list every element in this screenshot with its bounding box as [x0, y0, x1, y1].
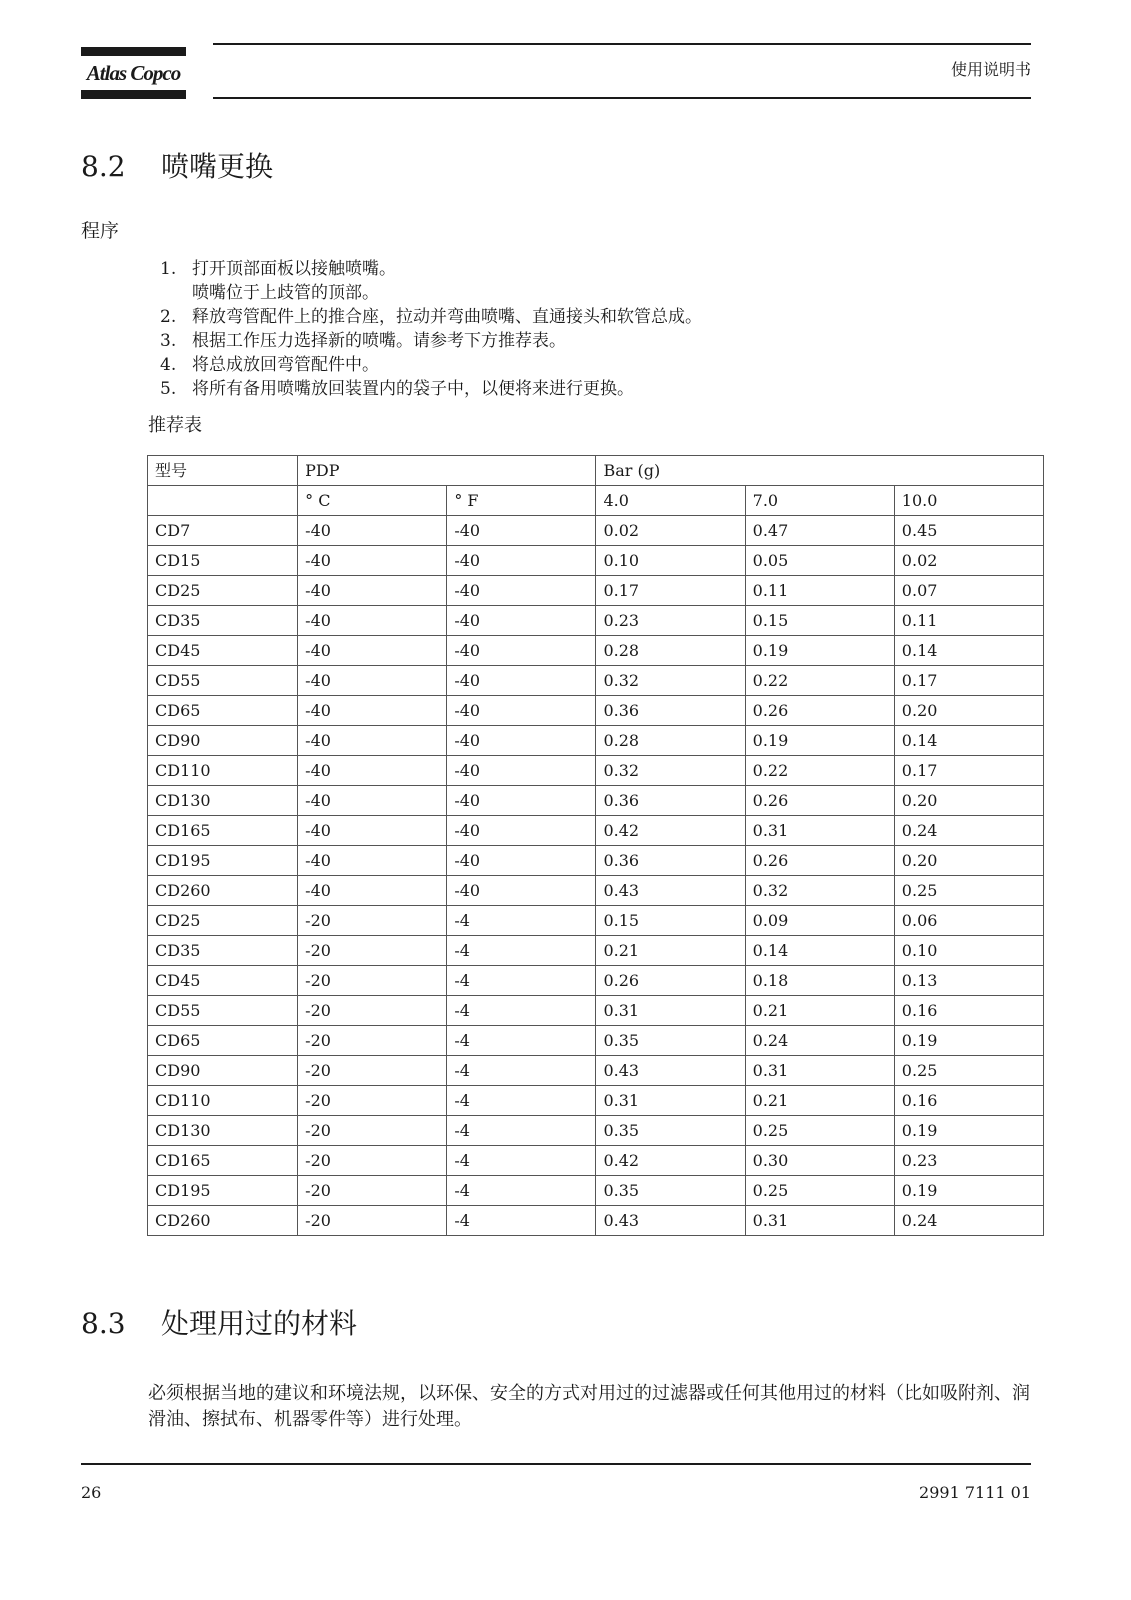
cell-bar-4: 0.31 — [596, 1086, 745, 1116]
cell-pdp-f: -40 — [447, 786, 596, 816]
header-pressure-7: 7.0 — [745, 486, 894, 516]
cell-bar-4: 0.35 — [596, 1176, 745, 1206]
cell-bar-4: 0.28 — [596, 636, 745, 666]
cell-pdp-f: -4 — [447, 966, 596, 996]
step-number: 1. — [160, 259, 177, 279]
cell-pdp-f: -40 — [447, 606, 596, 636]
logo-top-bar — [81, 47, 186, 56]
cell-bar-4: 0.42 — [596, 816, 745, 846]
cell-pdp-c: -20 — [298, 1206, 447, 1236]
cell-bar-4: 0.32 — [596, 756, 745, 786]
cell-bar-7: 0.25 — [745, 1116, 894, 1146]
cell-model: CD110 — [148, 756, 298, 786]
cell-bar-7: 0.26 — [745, 786, 894, 816]
step-item — [160, 329, 702, 353]
cell-bar-10: 0.02 — [894, 546, 1043, 576]
cell-model: CD90 — [148, 726, 298, 756]
cell-pdp-c: -20 — [298, 1146, 447, 1176]
cell-bar-10: 0.06 — [894, 906, 1043, 936]
cell-pdp-c: -20 — [298, 1116, 447, 1146]
cell-bar-4: 0.17 — [596, 576, 745, 606]
step-number: 3. — [160, 331, 177, 351]
cell-model: CD130 — [148, 1116, 298, 1146]
cell-pdp-f: -40 — [447, 636, 596, 666]
cell-pdp-c: -40 — [298, 726, 447, 756]
cell-model: CD165 — [148, 1146, 298, 1176]
header-pdp: PDP — [298, 456, 596, 486]
cell-pdp-f: -4 — [447, 1086, 596, 1116]
cell-pdp-c: -40 — [298, 816, 447, 846]
cell-bar-7: 0.15 — [745, 606, 894, 636]
logo-wordmark: Atlas Copco — [86, 61, 181, 85]
cell-bar-10: 0.24 — [894, 1206, 1043, 1236]
cell-model: CD90 — [148, 1056, 298, 1086]
cell-bar-10: 0.16 — [894, 996, 1043, 1026]
cell-pdp-c: -20 — [298, 996, 447, 1026]
step-item — [160, 377, 702, 401]
table-row — [148, 996, 1044, 1026]
disposal-paragraph: 必须根据当地的建议和环境法规，以环保、安全的方式对用过的过滤器或任何其他用过的材料（比如吸附剂、润滑油、擦拭布、机器零件等）进行处理。 — [148, 1383, 1030, 1430]
cell-bar-4: 0.32 — [596, 666, 745, 696]
section-number: 8.2 — [81, 150, 126, 183]
cell-model: CD7 — [148, 516, 298, 546]
step-item — [160, 257, 702, 305]
table-header-row — [148, 456, 1044, 486]
cell-pdp-c: -20 — [298, 936, 447, 966]
cell-bar-7: 0.11 — [745, 576, 894, 606]
cell-pdp-f: -40 — [447, 726, 596, 756]
table-row — [148, 936, 1044, 966]
logo-bottom-bar — [81, 90, 186, 99]
table-row — [148, 756, 1044, 786]
table-row — [148, 726, 1044, 756]
table-row — [148, 1026, 1044, 1056]
cell-model: CD45 — [148, 966, 298, 996]
cell-pdp-f: -40 — [447, 546, 596, 576]
cell-pdp-f: -4 — [447, 1176, 596, 1206]
cell-bar-7: 0.22 — [745, 756, 894, 786]
cell-bar-7: 0.30 — [745, 1146, 894, 1176]
cell-bar-4: 0.43 — [596, 1056, 745, 1086]
cell-bar-7: 0.25 — [745, 1176, 894, 1206]
cell-pdp-f: -4 — [447, 1026, 596, 1056]
cell-bar-4: 0.36 — [596, 696, 745, 726]
header-pressure-4: 4.0 — [596, 486, 745, 516]
cell-bar-4: 0.35 — [596, 1116, 745, 1146]
cell-bar-10: 0.24 — [894, 816, 1043, 846]
table-caption: 推荐表 — [148, 415, 202, 436]
cell-pdp-c: -40 — [298, 546, 447, 576]
cell-pdp-c: -40 — [298, 786, 447, 816]
cell-bar-10: 0.20 — [894, 846, 1043, 876]
cell-bar-4: 0.28 — [596, 726, 745, 756]
table-row — [148, 1176, 1044, 1206]
section-title: 处理用过的材料 — [161, 1307, 358, 1340]
cell-bar-4: 0.43 — [596, 1206, 745, 1236]
cell-pdp-f: -40 — [447, 816, 596, 846]
cell-model: CD25 — [148, 576, 298, 606]
cell-bar-10: 0.20 — [894, 696, 1043, 726]
cell-pdp-f: -4 — [447, 906, 596, 936]
cell-model: CD260 — [148, 1206, 298, 1236]
footer-rule — [81, 1463, 1031, 1465]
section-number: 8.3 — [81, 1307, 126, 1340]
table-row — [148, 636, 1044, 666]
cell-bar-7: 0.14 — [745, 936, 894, 966]
cell-bar-10: 0.11 — [894, 606, 1043, 636]
step-number: 2. — [160, 307, 177, 327]
step-text: 释放弯管配件上的推合座，拉动并弯曲喷嘴、直通接头和软管总成。 — [192, 307, 702, 327]
section-heading-8-2 — [81, 150, 273, 184]
step-text: 打开顶部面板以接触喷嘴。 — [192, 259, 396, 279]
page-number: 26 — [81, 1483, 102, 1502]
table-subheader-row — [148, 486, 1044, 516]
procedure-steps — [160, 257, 702, 401]
cell-pdp-c: -40 — [298, 666, 447, 696]
cell-bar-10: 0.17 — [894, 756, 1043, 786]
cell-model: CD55 — [148, 996, 298, 1026]
cell-pdp-c: -40 — [298, 576, 447, 606]
cell-pdp-c: -40 — [298, 756, 447, 786]
table-row — [148, 966, 1044, 996]
cell-bar-10: 0.16 — [894, 1086, 1043, 1116]
cell-bar-7: 0.24 — [745, 1026, 894, 1056]
step-text: 将所有备用喷嘴放回装置内的袋子中，以便将来进行更换。 — [192, 379, 634, 399]
table-row — [148, 666, 1044, 696]
cell-pdp-f: -40 — [447, 576, 596, 606]
cell-pdp-c: -20 — [298, 1026, 447, 1056]
step-number: 5. — [160, 379, 177, 399]
document-number: 2991 7111 01 — [919, 1483, 1031, 1502]
step-item — [160, 353, 702, 377]
cell-pdp-c: -20 — [298, 906, 447, 936]
cell-bar-10: 0.17 — [894, 666, 1043, 696]
table-row — [148, 876, 1044, 906]
table-row — [148, 846, 1044, 876]
cell-bar-7: 0.22 — [745, 666, 894, 696]
cell-model: CD110 — [148, 1086, 298, 1116]
cell-model: CD260 — [148, 876, 298, 906]
table-row — [148, 576, 1044, 606]
header-model: 型号 — [148, 456, 298, 486]
cell-pdp-c: -40 — [298, 516, 447, 546]
cell-model: CD45 — [148, 636, 298, 666]
cell-bar-4: 0.21 — [596, 936, 745, 966]
cell-bar-7: 0.09 — [745, 906, 894, 936]
cell-bar-10: 0.25 — [894, 876, 1043, 906]
cell-pdp-f: -4 — [447, 1146, 596, 1176]
table-row — [148, 606, 1044, 636]
cell-bar-4: 0.15 — [596, 906, 745, 936]
header-rule-bottom — [213, 97, 1031, 99]
cell-bar-7: 0.31 — [745, 816, 894, 846]
table-row — [148, 1086, 1044, 1116]
cell-bar-10: 0.23 — [894, 1146, 1043, 1176]
cell-bar-7: 0.19 — [745, 726, 894, 756]
procedure-heading: 程序 — [81, 220, 120, 242]
header-rule-top — [213, 43, 1031, 45]
cell-bar-10: 0.25 — [894, 1056, 1043, 1086]
cell-model: CD25 — [148, 906, 298, 936]
table-row — [148, 696, 1044, 726]
cell-bar-10: 0.13 — [894, 966, 1043, 996]
step-text: 根据工作压力选择新的喷嘴。请参考下方推荐表。 — [192, 331, 566, 351]
cell-bar-10: 0.14 — [894, 726, 1043, 756]
cell-pdp-c: -40 — [298, 846, 447, 876]
table-row — [148, 546, 1044, 576]
section-title: 喷嘴更换 — [161, 150, 274, 183]
section-heading-8-3 — [81, 1307, 357, 1341]
atlas-copco-logo — [81, 47, 186, 99]
cell-bar-7: 0.26 — [745, 696, 894, 726]
cell-bar-7: 0.18 — [745, 966, 894, 996]
cell-bar-4: 0.35 — [596, 1026, 745, 1056]
cell-model: CD165 — [148, 816, 298, 846]
cell-pdp-f: -40 — [447, 876, 596, 906]
cell-pdp-c: -20 — [298, 966, 447, 996]
cell-bar-7: 0.32 — [745, 876, 894, 906]
cell-bar-4: 0.23 — [596, 606, 745, 636]
cell-bar-10: 0.19 — [894, 1116, 1043, 1146]
table-row — [148, 786, 1044, 816]
cell-pdp-c: -40 — [298, 876, 447, 906]
cell-pdp-f: -40 — [447, 756, 596, 786]
header-fahrenheit: ° F — [447, 486, 596, 516]
cell-pdp-f: -40 — [447, 696, 596, 726]
cell-bar-10: 0.10 — [894, 936, 1043, 966]
cell-bar-7: 0.47 — [745, 516, 894, 546]
table-row — [148, 1056, 1044, 1086]
table-row — [148, 1116, 1044, 1146]
header-empty — [148, 486, 298, 516]
step-subtext: 喷嘴位于上歧管的顶部。 — [192, 283, 379, 303]
cell-pdp-f: -40 — [447, 516, 596, 546]
cell-model: CD15 — [148, 546, 298, 576]
step-number: 4. — [160, 355, 177, 375]
table-row — [148, 906, 1044, 936]
cell-bar-4: 0.36 — [596, 846, 745, 876]
cell-bar-4: 0.36 — [596, 786, 745, 816]
cell-bar-7: 0.21 — [745, 1086, 894, 1116]
cell-bar-4: 0.31 — [596, 996, 745, 1026]
cell-model: CD35 — [148, 936, 298, 966]
cell-pdp-f: -4 — [447, 1206, 596, 1236]
cell-pdp-c: -20 — [298, 1086, 447, 1116]
cell-bar-10: 0.07 — [894, 576, 1043, 606]
recommendation-table — [147, 455, 1044, 1236]
cell-pdp-f: -4 — [447, 1056, 596, 1086]
step-item — [160, 305, 702, 329]
cell-bar-7: 0.31 — [745, 1206, 894, 1236]
cell-model: CD65 — [148, 1026, 298, 1056]
cell-bar-4: 0.02 — [596, 516, 745, 546]
step-text: 将总成放回弯管配件中。 — [192, 355, 379, 375]
cell-bar-10: 0.19 — [894, 1026, 1043, 1056]
cell-pdp-c: -40 — [298, 636, 447, 666]
cell-bar-4: 0.10 — [596, 546, 745, 576]
cell-model: CD65 — [148, 696, 298, 726]
cell-pdp-c: -20 — [298, 1056, 447, 1086]
cell-model: CD35 — [148, 606, 298, 636]
table-row — [148, 516, 1044, 546]
header-bar: Bar (g) — [596, 456, 1044, 486]
cell-bar-7: 0.31 — [745, 1056, 894, 1086]
cell-pdp-f: -4 — [447, 936, 596, 966]
cell-pdp-c: -40 — [298, 606, 447, 636]
cell-bar-4: 0.26 — [596, 966, 745, 996]
cell-model: CD195 — [148, 1176, 298, 1206]
cell-bar-10: 0.19 — [894, 1176, 1043, 1206]
cell-pdp-f: -40 — [447, 846, 596, 876]
cell-pdp-f: -40 — [447, 666, 596, 696]
cell-model: CD195 — [148, 846, 298, 876]
cell-bar-10: 0.14 — [894, 636, 1043, 666]
cell-pdp-c: -20 — [298, 1176, 447, 1206]
cell-bar-7: 0.05 — [745, 546, 894, 576]
cell-bar-10: 0.20 — [894, 786, 1043, 816]
cell-bar-4: 0.43 — [596, 876, 745, 906]
cell-pdp-c: -40 — [298, 696, 447, 726]
header-pressure-10: 10.0 — [894, 486, 1043, 516]
cell-bar-7: 0.26 — [745, 846, 894, 876]
document-title: 使用说明书 — [950, 60, 1031, 79]
table-row — [148, 1206, 1044, 1236]
cell-bar-4: 0.42 — [596, 1146, 745, 1176]
cell-bar-10: 0.45 — [894, 516, 1043, 546]
table-row — [148, 1146, 1044, 1176]
cell-model: CD130 — [148, 786, 298, 816]
cell-pdp-f: -4 — [447, 996, 596, 1026]
header-celsius: ° C — [298, 486, 447, 516]
cell-model: CD55 — [148, 666, 298, 696]
table-row — [148, 816, 1044, 846]
cell-bar-7: 0.21 — [745, 996, 894, 1026]
cell-bar-7: 0.19 — [745, 636, 894, 666]
cell-pdp-f: -4 — [447, 1116, 596, 1146]
